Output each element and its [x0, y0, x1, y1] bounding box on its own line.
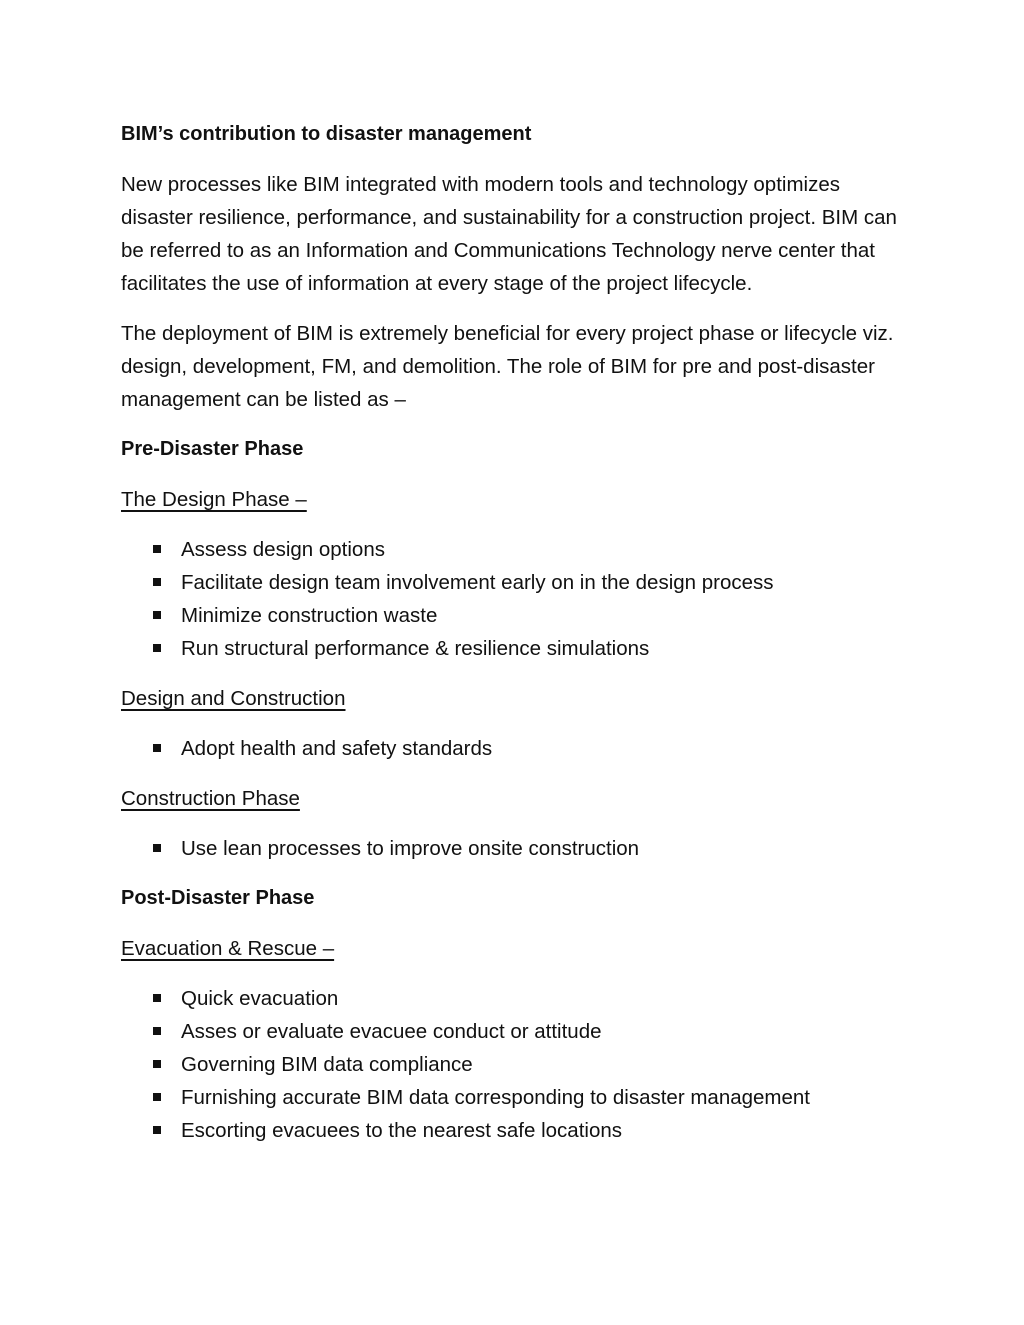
list-item-text: Governing BIM data compliance	[181, 1053, 473, 1076]
list-item	[121, 1114, 914, 1147]
design-phase-heading: The Design Phase –	[121, 488, 307, 511]
evacuation-heading: Evacuation & Rescue –	[121, 937, 335, 960]
list-item	[121, 732, 914, 765]
list-item	[121, 533, 914, 566]
bullet-square-icon	[153, 644, 161, 652]
list-item	[121, 1015, 914, 1048]
bullet-square-icon	[153, 994, 161, 1002]
list-item	[121, 1048, 914, 1081]
design-construction-list	[121, 732, 914, 765]
bullet-square-icon	[153, 744, 161, 752]
list-item-text: Furnishing accurate BIM data corresponding to disaster management	[181, 1086, 811, 1109]
list-item	[121, 982, 914, 1015]
bullet-square-icon	[153, 1027, 161, 1035]
list-item	[121, 832, 914, 865]
intro-paragraph-2: The deployment of BIM is extremely beneficial for every project phase or lifecycle viz. design, development, FM, and demolition. The role of BIM for pre and post-disaster management can be listed as –	[121, 322, 894, 411]
intro-paragraph-1: New processes like BIM integrated with modern tools and technology optimizes disaster resilience, performance, and sustainability for a construction project. BIM can be referred to as an Information and Communications Technology nerve center that facilitates the use of information at every stage of the project lifecycle.	[121, 173, 897, 295]
bullet-square-icon	[153, 545, 161, 553]
design-construction-heading: Design and Construction	[121, 687, 346, 710]
construction-phase-heading: Construction Phase	[121, 787, 300, 810]
construction-phase-list	[121, 832, 914, 865]
document-title: BIM’s contribution to disaster management	[121, 123, 532, 145]
bullet-square-icon	[153, 1060, 161, 1068]
list-item	[121, 566, 914, 599]
list-item-text: Minimize construction waste	[181, 604, 438, 627]
list-item-text: Assess design options	[181, 538, 385, 561]
list-item-text: Run structural performance & resilience simulations	[181, 637, 650, 660]
evacuation-list	[121, 982, 914, 1147]
bullet-square-icon	[153, 578, 161, 586]
list-item-text: Use lean processes to improve onsite construction	[181, 837, 640, 860]
list-item	[121, 1081, 914, 1114]
bullet-square-icon	[153, 1093, 161, 1101]
list-item-text: Quick evacuation	[181, 987, 339, 1010]
bullet-square-icon	[153, 611, 161, 619]
design-phase-list	[121, 533, 914, 665]
list-item-text: Adopt health and safety standards	[181, 737, 493, 760]
bullet-square-icon	[153, 844, 161, 852]
list-item-text: Facilitate design team involvement early on in the design process	[181, 571, 774, 594]
list-item	[121, 599, 914, 632]
list-item-text: Escorting evacuees to the nearest safe locations	[181, 1119, 623, 1142]
bullet-square-icon	[153, 1126, 161, 1134]
pre-disaster-heading: Pre-Disaster Phase	[121, 438, 304, 460]
list-item-text: Asses or evaluate evacuee conduct or attitude	[181, 1020, 602, 1043]
list-item	[121, 632, 914, 665]
post-disaster-heading: Post-Disaster Phase	[121, 887, 315, 909]
